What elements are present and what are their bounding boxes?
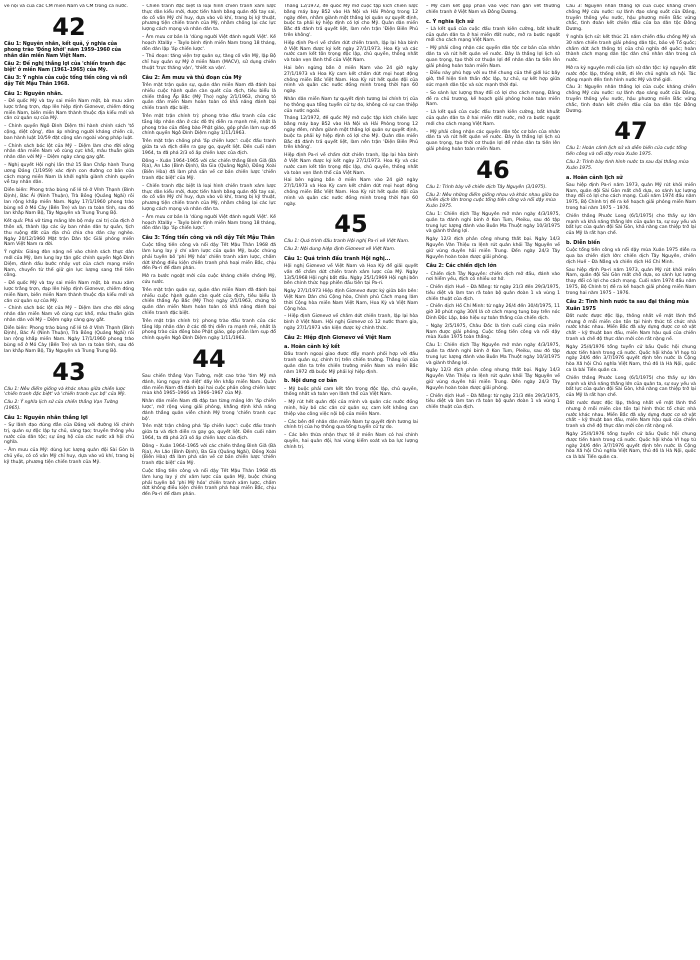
question: Câu 2: Trình bày tình hình nước ta sau đại thắng mùa Xuân 1975. [566,159,689,171]
paragraph: Hai bên ngừng bắn ở miền Nam vào 24 giờ ngày 27/1/1973 và Hoa Kỳ cam kết chấm dứt mọi hoạt động chống miền Bắc Việt Nam. Hoa Kỳ rút hết quân đội của mình và quân các nước đồng minh trong thời hạn 60 ngày. [284,65,418,95]
paragraph: Kết quả: Phá vỡ từng mảng lớn bộ máy cai trị của địch ở thôn xã, thành lập các ủy ban nhân dân tự quản, tịch thu ruộng đất của địa chủ chia cho dân cày nghèo. Ngày 20/12/1960 Mặt trận Dân tộc Giải phóng miền Nam Việt Nam ra đời. [4,219,134,248]
section-heading: Câu 2: Hiệp định Giơnevơ về Việt Nam [284,334,392,341]
paragraph: – Đế quốc Mỹ và tay sai miền Nam một, bà mưu xâm lược trắng trợn, đạp lên hiệp định Giơnevơ, chiếm đóng miền Nam, biến miền Nam thành thuộc địa kiểu mới và căn cứ quân sự của Mỹ. [4,281,134,304]
section-heading: Câu 1: Quá trình đấu tranh Hội nghị... [284,255,391,262]
paragraph: Hội nghị Giơnevơ về Việt Nam và Hoa Kỳ để giải quyết vấn đề chấm dứt chiến tranh xâm lược của Mỹ. Ngày 13/5/1968 Hội nghị bắt đầu. Ngày 25/1/1969 Hội nghị bốn bên chính thức họp phiên đầu tiên tại Pa-ri. [284,264,418,287]
paragraph: – Chiến tranh đặc biệt là loại hình chiến tranh xâm lược thực dân kiểu mới, được tiến hành bằng quân đội tay sai, do cố vấn Mỹ chỉ huy, dựa vào vũ khí, trang bị kỹ thuật, phương tiện chiến tranh của Mỹ, nhằm chống lại các lực lượng cách mạng và nhân dân ta. [142,4,276,33]
question: Câu 2: Ý nghĩa lịch sử của chiến thắng Vạn Tường (1965). [4,400,119,412]
paragraph: – So sánh lực lượng thay đổi có lợi cho cách mạng, Đảng đề ra chủ trương, kế hoạch giải phóng hoàn toàn miền Nam. [426,90,560,108]
question-number: 45 [334,210,368,239]
paragraph: Ngày 25/4/1976 tổng tuyển cử bầu Quốc hội chung được tiến hành trong cả nước. Quốc hội khóa VI họp từ ngày 24/6 đến 3/7/1976 quyết định tên nước là Cộng hòa Xã hội Chủ nghĩa Việt Nam, thủ đô là Hà Nội, quốc ca là bài Tiến quân ca. [566,432,696,461]
paragraph: – Mỹ buộc phải cam kết tôn trọng độc lập, chủ quyền, thống nhất và toàn vẹn lãnh thổ của Việt Nam. [284,386,418,398]
question: Câu 1: Quá trình đấu tranh Hội nghị Pa-ri về Việt Nam. [284,239,410,245]
paragraph: – Chiến tranh đặc biệt là loại hình chiến tranh xâm lược thực dân kiểu mới, được tiến hành bằng quân đội tay sai, do cố vấn Mỹ chỉ huy, dựa vào vũ khí, trang bị kỹ thuật, phương tiện chiến tranh của Mỹ, nhằm chống lại các lực lượng cách mạng và nhân dân ta. [142,183,276,212]
paragraph: Hai bên ngừng bắn ở miền Nam vào 24 giờ ngày 27/1/1973 và Hoa Kỳ cam kết chấm dứt mọi hoạt động chống miền Bắc Việt Nam. Hoa Kỳ rút hết quân đội của mình và quân các nước đồng minh trong thời hạn 60 ngày. [284,178,418,207]
paragraph: Ngày 12/3 địch phản công nhưng thất bại. Ngày 14/3 Nguyễn Văn Thiệu ra lệnh rút quân khỏi Tây Nguyên về giữ vùng duyên hải miền Trung. Đến ngày 24/3 Tây Nguyên hoàn toàn được giải phóng. [426,368,560,391]
section-heading: Câu 1: Nguyên nhân thắng lợi [4,414,88,421]
paragraph: Hiệp định Pa-ri về chấm dứt chiến tranh, lập lại hòa bình ở Việt Nam được ký kết ngày 27/1/1973. Hoa Kỳ và các nước cam kết tôn trọng độc lập, chủ quyền, thống nhất và toàn vẹn lãnh thổ của Việt Nam. [284,40,418,64]
paragraph: – Chiến dịch Huế – Đà Nẵng: từ ngày 21/3 đến 29/3/1975, tiêu diệt và làm tan rã toàn bộ quân đoàn 1 và vùng 1 chiến thuật của địch. [426,285,560,302]
sub-heading: c. Ý nghĩa lịch sử [426,18,474,25]
question-number: 44 [192,345,226,374]
paragraph: Câu 3: Nguyên nhân thắng lợi của cuộc kháng chiến chống Mỹ cứu nước: sự lãnh đạo sáng suốt của Đảng, truyền thống yêu nước, hậu phương miền Bắc vững chắc, tình đoàn kết chiến đấu của ba dân tộc Đông Dương. [566,85,696,114]
paragraph: – Chiến dịch Tây Nguyên: chiến dịch mở đầu, đánh vào nơi hiểm yếu, địch có nhiều sơ hở. [426,271,560,283]
sub-heading: b. Nội dung cơ bản [284,378,337,385]
paragraph: – Chính quyền Ngô Đình Diệm thi hành chính sách 'tố cộng, diệt cộng', đàn áp những người kháng chiến cũ, ban hành luật 10/59 đặt cộng sản ngoài vòng pháp luật. [4,124,134,141]
paragraph: – Âm mưu của Mỹ: dùng lực lượng quân đội Sài Gòn là chủ yếu, có cố vấn Mỹ chỉ huy, dựa vào vũ khí, trang bị kỹ thuật, phương tiện chiến tranh của Mỹ. [4,448,134,465]
column-4 [426,4,560,954]
paragraph: – Ngày 2/5/1975, Châu Đốc là tỉnh cuối cùng của miền Nam được giải phóng. Cuộc tổng tiến công và nổi dậy mùa Xuân 1975 toàn thắng. [426,323,560,341]
paragraph: Câu 1: Chiến dịch Tây Nguyên mở màn ngày 4/3/1975, quân ta đánh nghi binh ở Kon Tum, Pleiku, sau đó tập trung lực lượng đánh vào Buôn Ma Thuột ngày 10/3/1975 và giành thắng lợi. [426,343,560,366]
paragraph: Đông – Xuân 1964–1965 với các chiến thắng Bình Giã (Bà Rịa), An Lão (Bình Định), Ba Gia (Quảng Ngãi), Đồng Xoài (Biên Hòa) đã làm phá sản về cơ bản chiến lược 'chiến tranh đặc biệt' của Mỹ. [142,158,276,181]
paragraph: Câu 1: Chiến dịch Tây Nguyên mở màn ngày 4/3/1975, quân ta đánh nghi binh ở Kon Tum, Pleiku, sau đó tập trung lực lượng đánh vào Buôn Ma Thuột ngày 10/3/1975 và giành thắng lợi. [426,211,560,235]
paragraph: Ngày 25/4/1976 tổng tuyển cử bầu Quốc hội chung được tiến hành trong cả nước. Quốc hội khóa VI họp từ ngày 24/6 đến 3/7/1976 quyết định tên nước là Cộng hòa Xã hội Chủ nghĩa Việt Nam, thủ đô là Hà Nội, quốc ca là bài Tiến quân ca. [566,344,696,374]
paragraph: Đất nước được độc lập, thống nhất về mặt lãnh thổ nhưng ở mỗi miền còn tồn tại hình thức tổ chức nhà nước khác nhau. Miền Bắc đã xây dựng được cơ sở vật chất – kỹ thuật ban đầu, miền Nam hậu quả của chiến tranh và chế độ thực dân mới còn rất nặng nề. [566,313,696,343]
paragraph: – Âm mưu cơ bản là 'dùng người Việt đánh người Việt'. Kế hoạch Xtalây – Taylo bình định miền Nam trong 18 tháng, dồn dân lập 'ấp chiến lược'. [142,34,276,52]
question: Câu 1: Nêu điểm giống và khác nhau giữa chiến lược 'chiến tranh đặc biệt' và 'chiến tranh cục bộ' của Mỹ. [4,386,126,398]
paragraph: Nhân dân miền Nam tự quyết định tương lai chính trị của họ thông qua tổng tuyển cử tự do, không có sự can thiệp của nước ngoài. [284,96,418,114]
question: Câu 2: Nêu những điểm giống nhau và khác nhau giữa ba chiến dịch lớn trong cuộc tổng tiến công và nổi dậy mùa Xuân 1975. [426,192,559,210]
paragraph: – Chiến dịch Hồ Chí Minh: từ ngày 26/4 đến 30/4/1975, 11 giờ 30 phút ngày 30/4 lá cờ cách mạng tung bay trên nóc Dinh Độc Lập, báo hiệu sự toàn thắng của chiến dịch. [426,304,560,322]
paragraph: Trên mặt trận quân sự, quân dân miền Nam đã đánh bại nhiều cuộc hành quân càn quét của địch, tiêu biểu là chiến thắng Ấp Bắc (Mỹ Tho) ngày 2/1/1963, chứng tỏ quân dân miền Nam hoàn toàn có khả năng đánh bại chiến tranh đặc biệt. [142,287,276,317]
paragraph: – Mỹ cam kết góp phần vào việc hàn gắn vết thương chiến tranh ở Việt Nam và Đông Dương. [426,4,560,15]
paragraph: Đấu tranh ngoại giao được đẩy mạnh phối hợp với đấu tranh quân sự, chính trị trên chiến trường. Thắng lợi của quân dân ta trên chiến trường miền Nam và miền Bắc năm 1972 đã buộc Mỹ phải ký hiệp định. [284,352,418,375]
paragraph: – Các bên thừa nhận thực tế ở miền Nam có hai chính quyền, hai quân đội, hai vùng kiểm soát và ba lực lượng chính trị. [284,433,418,450]
paragraph: Ngày 12/3 địch phản công nhưng thất bại. Ngày 14/3 Nguyễn Văn Thiệu ra lệnh rút quân khỏi Tây Nguyên về giữ vùng duyên hải miền Trung. Đến ngày 24/3 Tây Nguyên hoàn toàn được giải phóng. [426,237,560,260]
section-heading: Câu 2: Tình hình nước ta sau đại thắng mùa Xuân 1975 [566,299,689,312]
column-1 [4,4,134,954]
paragraph: Hiệp định Pa-ri về chấm dứt chiến tranh, lập lại hòa bình ở Việt Nam được ký kết ngày 27/1/1973. Hoa Kỳ và các nước cam kết tôn trọng độc lập, chủ quyền, thống nhất và toàn vẹn lãnh thổ của Việt Nam. [284,153,418,176]
paragraph: Đông – Xuân 1964–1965 với các chiến thắng Bình Giã (Bà Rịa), An Lão (Bình Định), Ba Gia (Quảng Ngãi), Đồng Xoài (Biên Hòa) đã làm phá sản về cơ bản chiến lược 'chiến tranh đặc biệt' của Mỹ. [142,443,276,467]
sub-heading: a. Hoàn cảnh ký kết [284,344,340,351]
question: Câu 3: Ý nghĩa của cuộc tổng tiến công và nổi dậy Tết Mậu Thân 1968. [4,75,128,87]
paragraph: Trên mặt trận chống phá 'ấp chiến lược': cuộc đấu tranh giữa ta và địch diễn ra gay go, quyết liệt. Đến cuối năm 1964, ta đã phá 2/3 số ấp chiến lược của địch. [142,424,276,442]
sub-heading: b. Diễn biến [566,239,601,246]
paragraph: Trên mặt trận chính trị: phong trào đấu tranh của các tầng lớp nhân dân ở các đô thị diễn ra mạnh mẽ, nhất là phong trào của đồng bào Phật giáo, góp phần làm sụp đổ chính quyền Ngô Đình Diệm ngày 1/11/1963. [142,318,276,342]
paragraph: – Mỹ rút hết quân đội của mình và quân các nước đồng minh, hủy bỏ các căn cứ quân sự, cam kết không can thiệp vào công việc nội bộ của miền Nam. [284,400,418,417]
paragraph: Cuộc tổng tiến công và nổi dậy Tết Mậu Thân 1968 đã làm lung lay ý chí xâm lược của quân Mỹ, buộc chúng phải tuyên bố 'phi Mỹ hóa' chiến tranh xâm lược, chấm dứt không điều kiện chiến tranh phá hoại miền Bắc, chịu đến Pa-ri để đàm phán. [142,243,276,272]
paragraph: – Âm mưu cơ bản là 'dùng người Việt đánh người Việt'. Kế hoạch Xtalây – Taylo bình định miền Nam trong 18 tháng, dồn dân lập 'ấp chiến lược'. [142,214,276,232]
question-number: 42 [52,12,86,41]
paragraph: Sau hiệp định Pa-ri năm 1973, quân Mỹ rút khỏi miền Nam, quân đội Sài Gòn mất chỗ dựa, so sánh lực lượng thay đổi có lợi cho cách mạng. Cuối năm 1974 đầu năm 1975, Bộ Chính trị đề ra kế hoạch giải phóng miền Nam trong hai năm 1975 – 1976. [566,182,696,211]
paragraph: Trên mặt trận quân sự, quân dân miền Nam đã đánh bại nhiều cuộc hành quân càn quét của địch, tiêu biểu là chiến thắng Ấp Bắc (Mỹ Tho) ngày 2/1/1963, chứng tỏ quân dân miền Nam hoàn toàn có khả năng đánh bại chiến tranh đặc biệt. [142,82,276,112]
paragraph: về nội và của các CM miền Nam và CM trong cả nước. [4,4,128,9]
question: Câu 2: Nội dung hiệp định Giơnevơ về Việt Nam. [284,247,396,253]
paragraph: – Đế quốc Mỹ và tay sai miền Nam một, bà mưu xâm lược trắng trợn, đạp lên hiệp định Giơnevơ, chiếm đóng miền Nam, biến miền Nam thành thuộc địa kiểu mới và căn cứ quân sự của Mỹ. [4,99,134,122]
column-5 [566,4,696,954]
paragraph: Nhân dân miền Nam đã đập tan từng mảng lớn 'ấp chiến lược', mở rộng vùng giải phóng, khẳng định khả năng đánh thắng quân viễn chinh Mỹ trong 'chiến tranh cục bộ'. [142,399,276,422]
paragraph: – Là kết quả của cuộc đấu tranh kiên cường, bất khuất của quân dân ta ở hai miền đất nước, mở ra bước ngoặt mới cho cách mạng Việt Nam. [426,26,560,44]
paragraph: Ngày 27/1/1973 Hiệp định Giơnevơ được ký giữa bốn bên: Việt Nam Dân chủ Cộng hòa, Chính phủ Cách mạng lâm thời Cộng hòa miền Nam Việt Nam, Hoa Kỳ và Việt Nam Cộng hòa. [284,289,418,312]
paragraph: Ý nghĩa: Giáng đòn nặng nề vào chính sách thực dân mới của Mỹ, làm lung lay tận gốc chính quyền Ngô Đình Diệm, đánh dấu bước nhảy vọt của cách mạng miền Nam, chuyển từ thế giữ gìn lực lượng sang thế tiến công. [4,250,134,279]
question: Câu 1: Hoàn cảnh lịch sử và diễn biến của cuộc tổng tiến công và nổi dậy mùa Xuân 1975. [566,146,687,158]
column-3 [284,4,418,954]
question-number: 43 [52,357,86,386]
paragraph: Cuộc tổng tiến công và nổi dậy Tết Mậu Thân 1968 đã làm lung lay ý chí xâm lược của quân Mỹ, buộc chúng phải tuyên bố 'phi Mỹ hóa' chiến tranh xâm lược, chấm dứt không điều kiện chiến tranh phá hoại miền Bắc, chịu đến Pa-ri để đàm phán. [142,469,276,498]
column-2 [142,4,276,954]
question-number: 46 [476,155,510,184]
paragraph: – Thủ đoạn: tăng viện trợ quân sự, tăng cố vấn Mỹ, lập Bộ chỉ huy quân sự Mỹ ở miền Nam (MACV), sử dụng chiến thuật 'trực thăng vận', 'thiết xa vận'. [142,54,276,71]
question: Câu 2: Đề nghị thắng lợi của 'chiến tranh đặc biệt' ở miền Nam (1961–1965) của Mỹ. [4,61,126,73]
paragraph: Cuộc tổng tiến công và nổi dậy mùa Xuân 1975 diễn ra qua ba chiến dịch lớn: chiến dịch Tây Nguyên, chiến dịch Huế – Đà Nẵng và chiến dịch Hồ Chí Minh. [566,248,696,265]
paragraph: – Các bên để nhân dân miền Nam tự quyết định tương lai chính trị của họ thông qua tổng tuyển cử tự do. [284,419,418,431]
section-heading: Câu 3: Tổng tiến công và nổi dậy Tết Mậu Thân [142,235,275,242]
paragraph: Ý nghĩa lịch sử: kết thúc 21 năm chiến đấu chống Mỹ và 30 năm chiến tranh giải phóng dân tộc, bảo vệ Tổ quốc; chấm dứt ách thống trị của chủ nghĩa đế quốc; hoàn thành cách mạng dân tộc dân chủ nhân dân trong cả nước. [566,34,696,64]
paragraph: Trên mặt trận chống phá 'ấp chiến lược': cuộc đấu tranh giữa ta và địch diễn ra gay go, quyết liệt. Đến cuối năm 1964, ta đã phá 2/3 số ấp chiến lược của địch. [142,139,276,156]
paragraph: Tháng 12/1972, đế quốc Mỹ mở cuộc tập kích chiến lược bằng máy bay B52 vào Hà Nội và Hải Phòng trong 12 ngày đêm, nhằm giành một thắng lợi quân sự quyết định, buộc ta phải ký hiệp định có lợi cho Mỹ. Quân dân miền Bắc đã đánh trả quyết liệt, làm nên trận 'Điện Biên Phủ trên không'. [284,4,418,38]
question: Câu 1: Nguyên nhân, kết quả, ý nghĩa của phong trào 'Đồng khởi' năm 1959–1960 của nhân dân miền Nam Việt Nam. [4,41,122,59]
question: Câu 1: Trình bày về chiến dịch Tây Nguyên (3/1975). [426,184,547,190]
paragraph: Đất nước được độc lập, thống nhất về mặt lãnh thổ nhưng ở mỗi miền còn tồn tại hình thức tổ chức nhà nước khác nhau. Miền Bắc đã xây dựng được cơ sở vật chất – kỹ thuật ban đầu, miền Nam hậu quả của chiến tranh và chế độ thực dân mới còn rất nặng nề. [566,401,696,430]
paragraph: Chiến thắng Phước Long (6/1/1975) cho thấy sự lớn mạnh và khả năng thắng lớn của quân ta, sự suy yếu và bất lực của quân đội Sài Gòn, khả năng can thiệp trở lại của Mỹ là rất hạn chế. [566,213,696,237]
paragraph: – Là kết quả của cuộc đấu tranh kiên cường, bất khuất của quân dân ta ở hai miền đất nước, mở ra bước ngoặt mới cho cách mạng Việt Nam. [426,110,560,127]
paragraph: Mở ra bước ngoặt mới của cuộc kháng chiến chống Mỹ, cứu nước. [142,274,276,286]
paragraph: – Mỹ phải công nhận các quyền dân tộc cơ bản của nhân dân ta và rút hết quân về nước. Đây là thắng lợi lịch sử quan trọng, tạo thời cơ thuận lợi để nhân dân ta tiến lên giải phóng hoàn toàn miền Nam. [426,46,560,69]
paragraph: – Chính sách bóc lột của Mỹ – Diệm làm cho đời sống nhân dân miền Nam vô cùng cực khổ, mâu thuẫn giữa nhân dân với Mỹ – Diệm ngày càng gay gắt. [4,306,134,323]
paragraph: Câu 3: Nguyên nhân thắng lợi của cuộc kháng chiến chống Mỹ cứu nước: sự lãnh đạo sáng suốt của Đảng, truyền thống yêu nước, hậu phương miền Bắc vững chắc, tình đoàn kết chiến đấu của ba dân tộc Đông Dương. [566,4,696,33]
paragraph: Trên mặt trận chính trị: phong trào đấu tranh của các tầng lớp nhân dân ở các đô thị diễn ra mạnh mẽ, nhất là phong trào của đồng bào Phật giáo, góp phần làm sụp đổ chính quyền Ngô Đình Diệm ngày 1/11/1963. [142,113,276,137]
paragraph: – Chính sách bóc lột của Mỹ – Diệm làm cho đời sống nhân dân miền Nam vô cùng cực khổ, mâu thuẫn giữa nhân dân với Mỹ – Diệm ngày càng gay gắt. [4,143,134,161]
paragraph: – Mỹ phải công nhận các quyền dân tộc cơ bản của nhân dân ta và rút hết quân về nước. Đây là thắng lợi lịch sử quan trọng, tạo thời cơ thuận lợi để nhân dân ta tiến lên giải phóng hoàn toàn miền Nam. [426,129,560,152]
paragraph: Tháng 12/1972, đế quốc Mỹ mở cuộc tập kích chiến lược bằng máy bay B52 vào Hà Nội và Hải Phòng trong 12 ngày đêm, nhằm giành một thắng lợi quân sự quyết định, buộc ta phải ký hiệp định có lợi cho Mỹ. Quân dân miền Bắc đã đánh trả quyết liệt, làm nên trận 'Điện Biên Phủ trên không'. [284,116,418,151]
paragraph: – Điều này phù hợp với xu thế chung của thế giới lúc bấy giờ, thể hiện tinh thần độc lập, tự chủ, sự kết hợp giữa sức mạnh dân tộc và sức mạnh thời đại. [426,71,560,88]
paragraph: Diễn biến: Phong trào bùng nổ lẻ tẻ ở Vĩnh Thạnh (Bình Định), Bác Ái (Ninh Thuận), Trà Bồng (Quảng Ngãi) rồi lan rộng khắp miền Nam. Ngày 17/1/1960 phong trào bùng nổ ở Mỏ Cày (Bến Tre) và lan ra toàn tỉnh, sau đó lan khắp Nam Bộ, Tây Nguyên và Trung Trung Bộ. [4,188,134,217]
paragraph: – Chiến dịch Huế – Đà Nẵng: từ ngày 21/3 đến 29/3/1975, tiêu diệt và làm tan rã toàn bộ quân đoàn 1 và vùng 1 chiến thuật của địch. [426,393,560,411]
paragraph: Sau chiến thắng Vạn Tường, một cao trào 'tìm Mỹ mà đánh, lùng ngụy mà diệt' dấy lên khắp miền Nam. Quân dân miền Nam đã đánh bại hai cuộc phản công chiến lược mùa khô 1965–1966 và 1966–1967 của Mỹ. [142,374,276,397]
paragraph: Chiến thắng Phước Long (6/1/1975) cho thấy sự lớn mạnh và khả năng thắng lớn của quân ta, sự suy yếu và bất lực của quân đội Sài Gòn, khả năng can thiệp trở lại của Mỹ là rất hạn chế. [566,375,696,399]
paragraph: – Hiệp định Giơnevơ về chấm dứt chiến tranh, lập lại hòa bình ở Việt Nam. Hội nghị Giơnevơ có 12 nước tham gia, ngày 27/1/1973 văn kiện được ký chính thức. [284,314,418,332]
question-number: 47 [614,117,648,146]
sub-heading: a. Hoàn cảnh lịch sử [566,174,623,181]
section-heading: Câu 2: Âm mưu và thủ đoạn của Mỹ [142,74,242,81]
section-heading: Câu 1: Nguyên nhân. [4,90,63,97]
section-heading: Câu 2: Các chiến dịch lớn [426,263,497,270]
paragraph: Mở ra kỷ nguyên mới của lịch sử dân tộc: kỷ nguyên đất nước độc lập, thống nhất, đi lên chủ nghĩa xã hội. Tác động mạnh đến tình hình nước Mỹ và thế giới. [566,65,696,83]
paragraph: – Sự lãnh đạo đúng đắn của Đảng với đường lối chính trị, quân sự độc lập tự chủ, sáng tạo; truyền thống yêu nước của dân tộc; sự ủng hộ của các nước xã hội chủ nghĩa. [4,423,134,446]
paragraph: – Nghị quyết Hội nghị lần thứ 15 Ban Chấp hành Trung ương Đảng (1/1959) xác định con đường cơ bản của cách mạng miền Nam là khởi nghĩa giành chính quyền về tay nhân dân. [4,162,134,186]
paragraph: Diễn biến: Phong trào bùng nổ lẻ tẻ ở Vĩnh Thạnh (Bình Định), Bác Ái (Ninh Thuận), Trà Bồng (Quảng Ngãi) rồi lan rộng khắp miền Nam. Ngày 17/1/1960 phong trào bùng nổ ở Mỏ Cày (Bến Tre) và lan ra toàn tỉnh, sau đó lan khắp Nam Bộ, Tây Nguyên và Trung Trung Bộ. [4,325,134,354]
paragraph: Sau hiệp định Pa-ri năm 1973, quân Mỹ rút khỏi miền Nam, quân đội Sài Gòn mất chỗ dựa, so sánh lực lượng thay đổi có lợi cho cách mạng. Cuối năm 1974 đầu năm 1975, Bộ Chính trị đề ra kế hoạch giải phóng miền Nam trong hai năm 1975 – 1976. [566,267,696,296]
